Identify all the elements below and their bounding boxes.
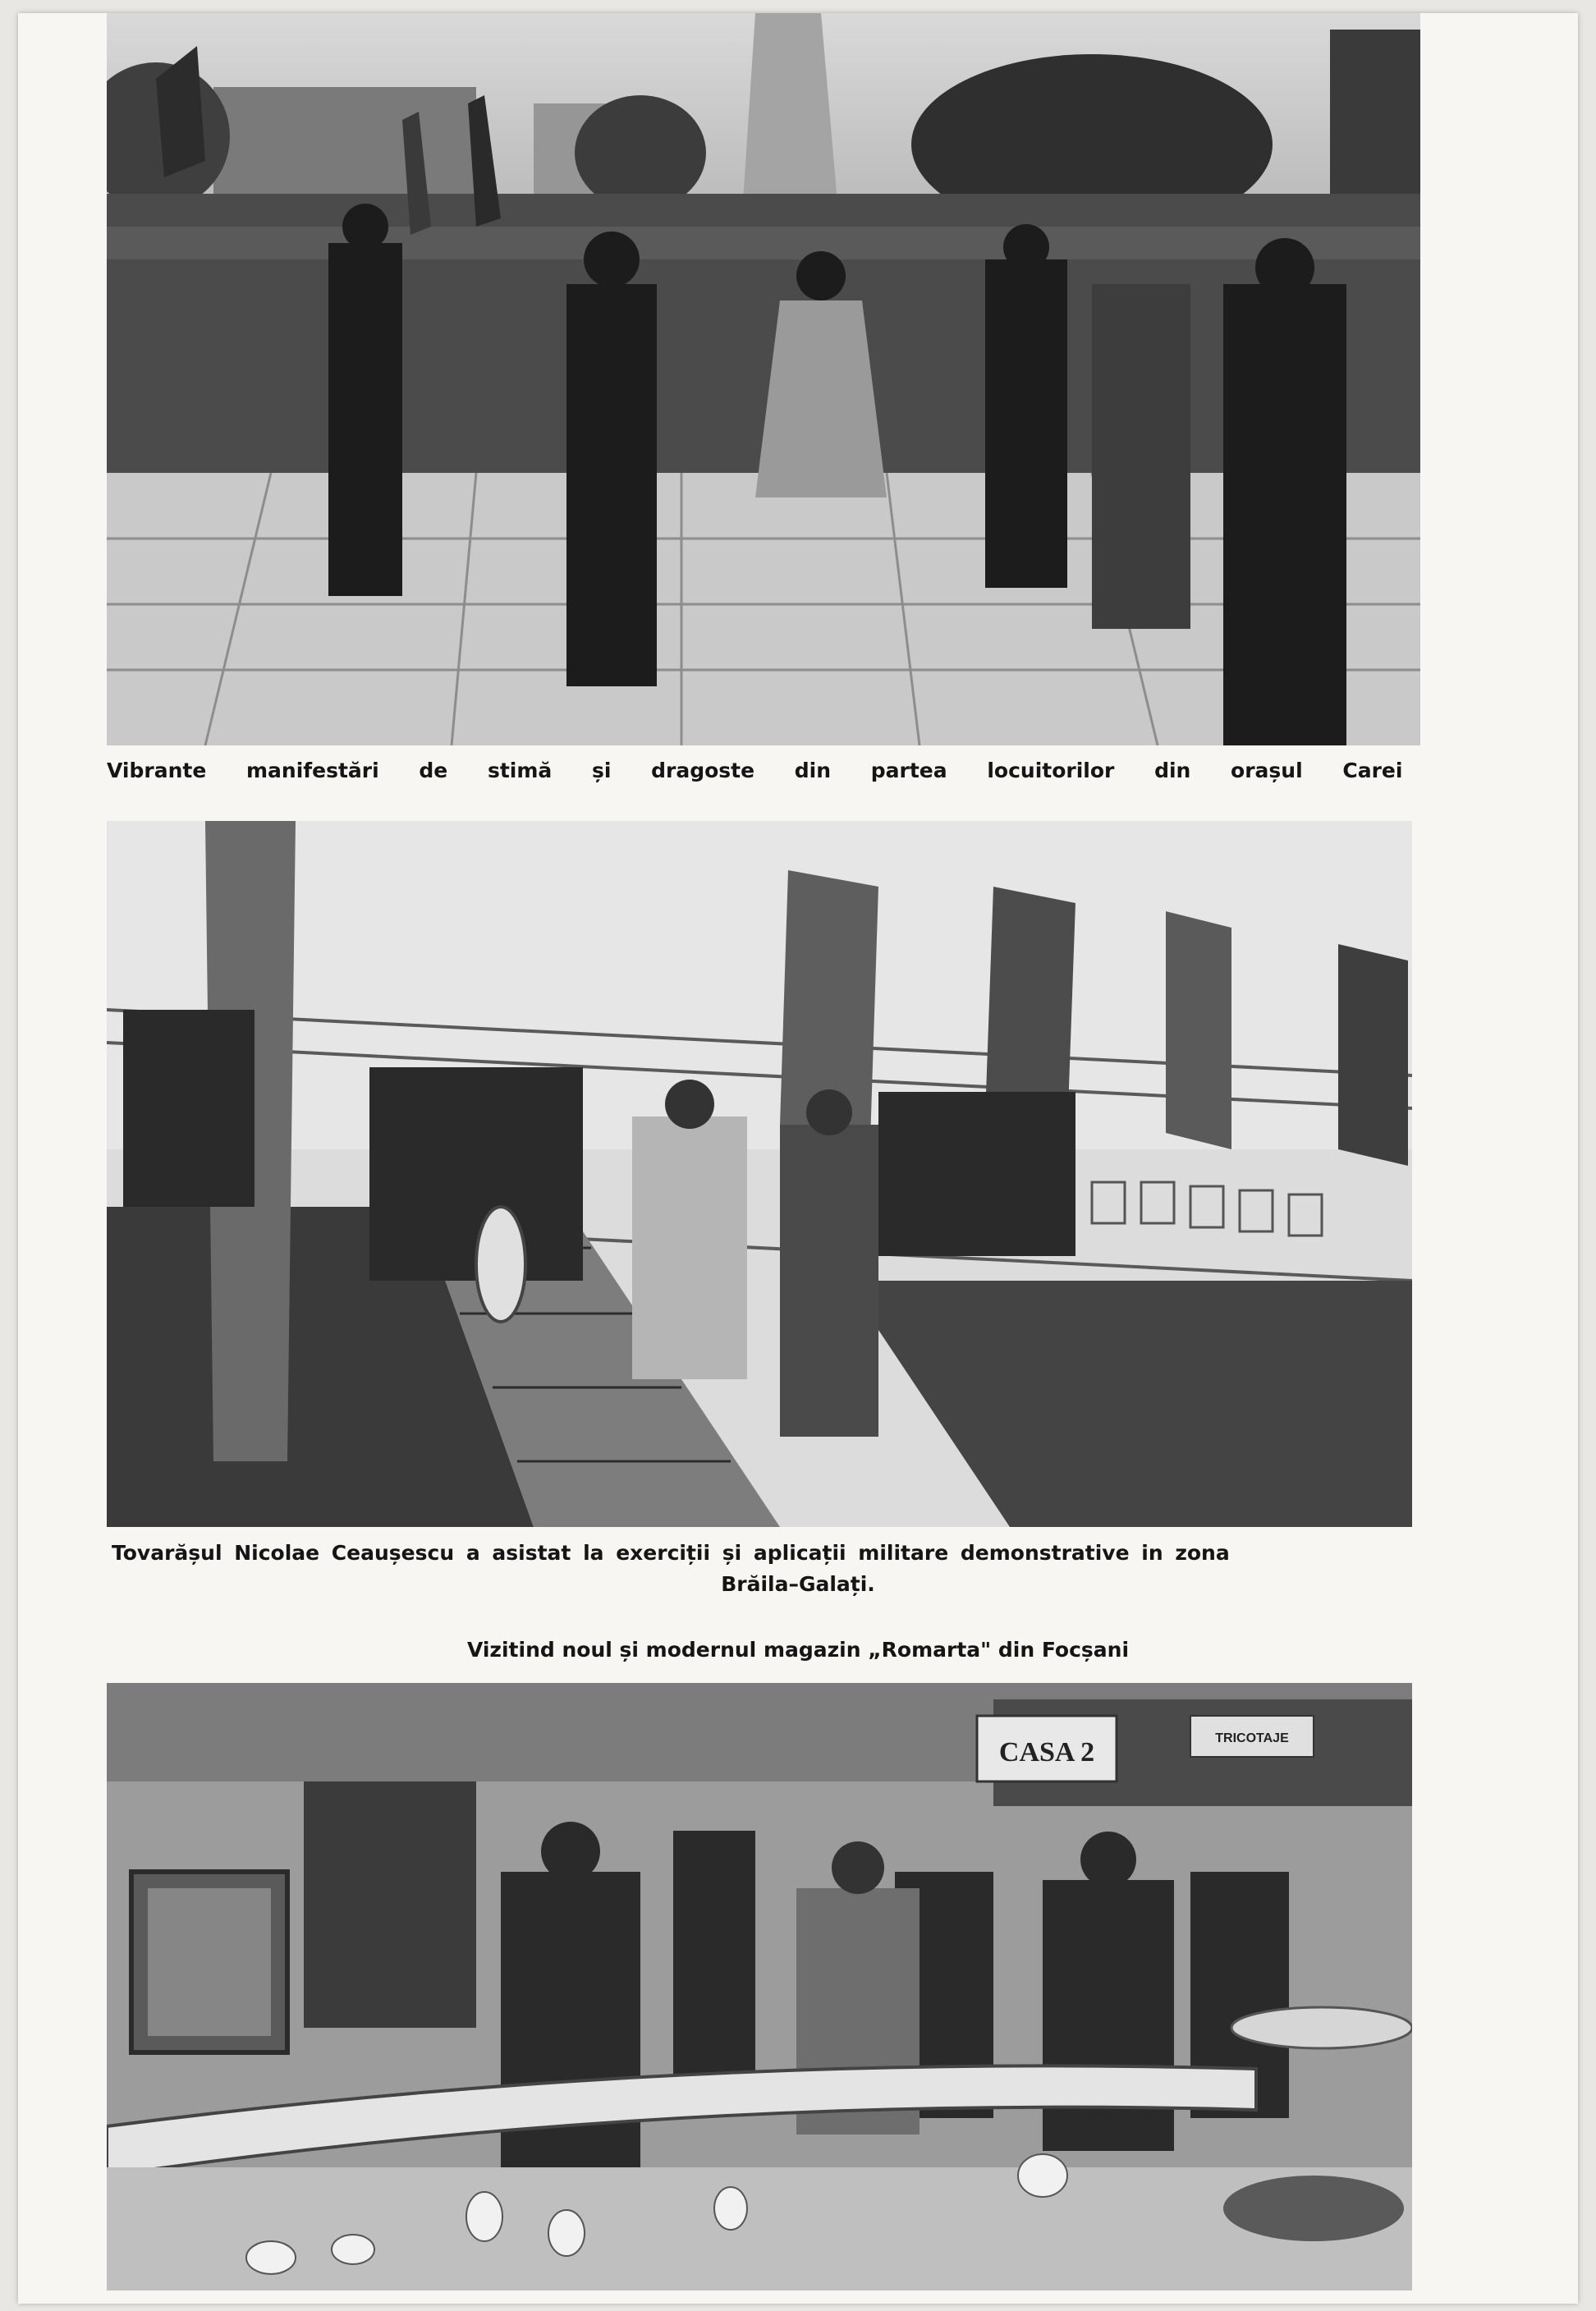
photo-romarta-store <box>107 1683 1412 2290</box>
photo-parade-carei <box>107 13 1420 745</box>
caption-photo-3: Vizitind noul și modernul magazin „Romarta" din Focșani <box>466 1638 1130 1662</box>
caption-photo-2-line-1 <box>112 1541 1417 1565</box>
caption-photo-2-line-1-text: Tovarășul Nicolae Ceaușescu a asistat la exerciții și aplicații militare demonstrative in zona <box>112 1541 1230 1565</box>
caption-photo-1-text: Vibrante manifestări de stimă și dragoste din partea locuitorilor din orașul Carei <box>107 759 1403 782</box>
photo-military-exercise <box>107 821 1412 1527</box>
caption-photo-2-line-2: Brăila–Galați. <box>721 1572 875 1596</box>
caption-photo-1 <box>107 759 1420 782</box>
store-sign-tricotaje: TRICOTAJE <box>1215 1731 1289 1745</box>
store-sign-casa-2: CASA 2 <box>998 1737 1095 1768</box>
